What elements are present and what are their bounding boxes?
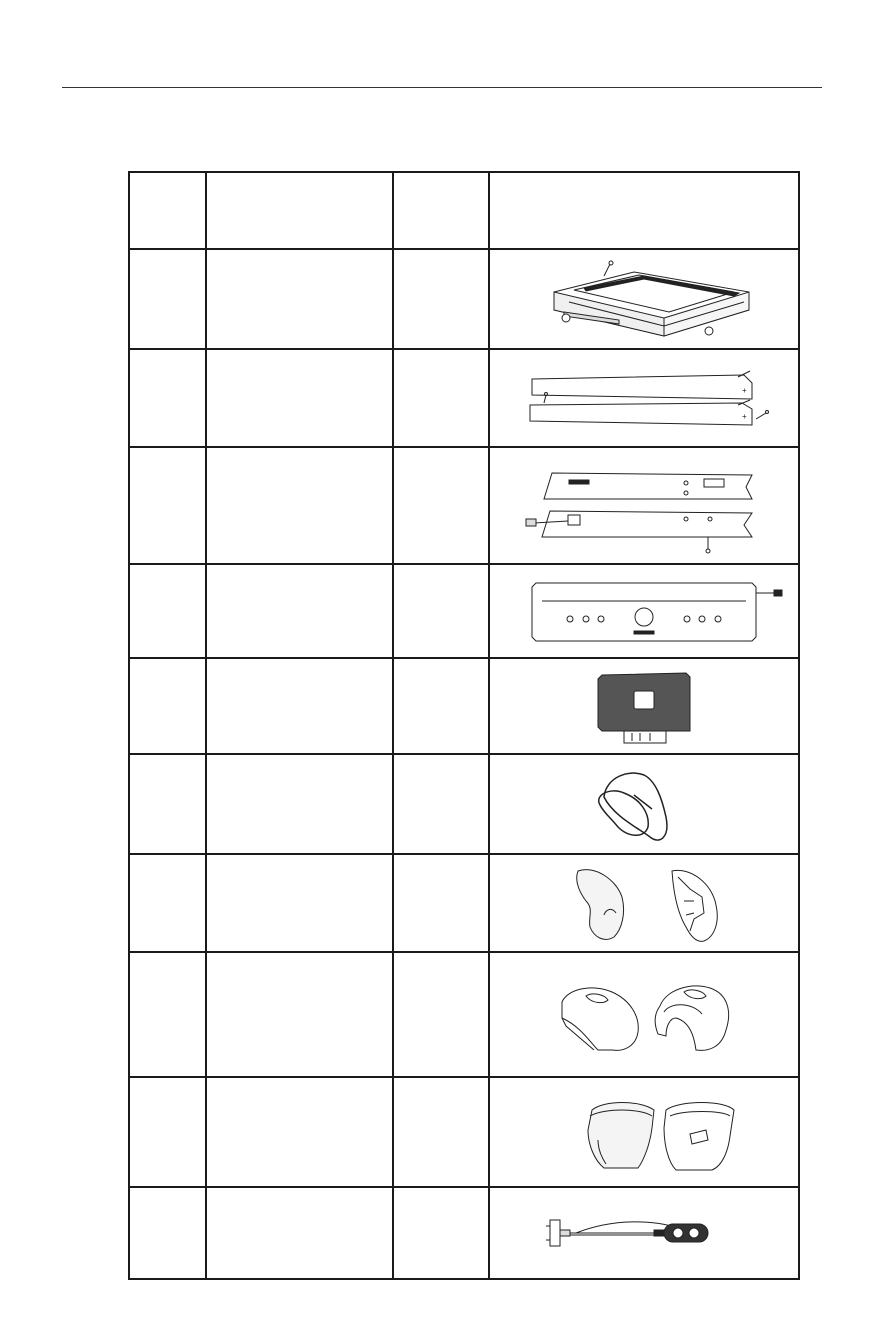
phone-holder-icon bbox=[494, 661, 794, 751]
cell-name bbox=[206, 854, 393, 952]
cell-picture bbox=[489, 658, 799, 754]
header-picture bbox=[489, 172, 799, 249]
cell-name bbox=[206, 249, 393, 349]
treadmill-deck-icon bbox=[494, 252, 794, 346]
cell-picture bbox=[489, 564, 799, 658]
cell-name bbox=[206, 1077, 393, 1187]
cell-no bbox=[129, 1187, 206, 1279]
cell-qty bbox=[393, 564, 489, 658]
header-no bbox=[129, 172, 206, 249]
header-qty bbox=[393, 172, 489, 249]
header-name bbox=[206, 172, 393, 249]
cell-picture bbox=[489, 249, 799, 349]
cell-qty bbox=[393, 952, 489, 1077]
cell-qty bbox=[393, 658, 489, 754]
cell-qty bbox=[393, 249, 489, 349]
table-row bbox=[129, 854, 799, 952]
cell-qty bbox=[393, 447, 489, 564]
safety-key-loop-icon bbox=[494, 757, 794, 851]
cell-name bbox=[206, 349, 393, 447]
cell-name bbox=[206, 447, 393, 564]
cell-no bbox=[129, 564, 206, 658]
cell-qty bbox=[393, 349, 489, 447]
table-row bbox=[129, 1077, 799, 1187]
cell-name bbox=[206, 564, 393, 658]
cell-qty bbox=[393, 854, 489, 952]
side-rail-pair-icon bbox=[494, 353, 794, 443]
table-row bbox=[129, 249, 799, 349]
rear-end-cap-pair-icon bbox=[494, 956, 794, 1074]
table-row bbox=[129, 754, 799, 854]
cell-picture bbox=[489, 1077, 799, 1187]
table-header-row bbox=[129, 172, 799, 249]
cell-picture bbox=[489, 854, 799, 952]
cell-no bbox=[129, 658, 206, 754]
table-row bbox=[129, 1187, 799, 1279]
cell-no bbox=[129, 349, 206, 447]
cell-name bbox=[206, 754, 393, 854]
svg-text:+: + bbox=[742, 386, 747, 395]
cell-no bbox=[129, 754, 206, 854]
cell-qty bbox=[393, 1077, 489, 1187]
table-row bbox=[129, 349, 799, 447]
front-cover-pair-icon bbox=[494, 857, 794, 949]
cell-picture bbox=[489, 1187, 799, 1279]
console-panel-icon bbox=[494, 567, 794, 655]
end-cover-pair-icon bbox=[494, 1080, 794, 1184]
table-row bbox=[129, 952, 799, 1077]
table-row bbox=[129, 564, 799, 658]
side-bracket-pair-icon bbox=[494, 451, 794, 561]
cell-picture bbox=[489, 447, 799, 564]
cell-name bbox=[206, 1187, 393, 1279]
cell-name bbox=[206, 952, 393, 1077]
cell-qty bbox=[393, 1187, 489, 1279]
cell-name bbox=[206, 658, 393, 754]
cell-no bbox=[129, 1077, 206, 1187]
cell-no bbox=[129, 447, 206, 564]
cell-qty bbox=[393, 754, 489, 854]
cell-no bbox=[129, 854, 206, 952]
cell-picture bbox=[489, 952, 799, 1077]
table-row bbox=[129, 658, 799, 754]
svg-text:+: + bbox=[742, 412, 747, 421]
remote-control-cable-icon bbox=[494, 1190, 794, 1276]
cell-picture bbox=[489, 754, 799, 854]
header-rule bbox=[62, 87, 822, 88]
parts-list-table bbox=[128, 171, 800, 1280]
cell-picture bbox=[489, 349, 799, 447]
cell-no bbox=[129, 249, 206, 349]
table-row bbox=[129, 447, 799, 564]
cell-no bbox=[129, 952, 206, 1077]
